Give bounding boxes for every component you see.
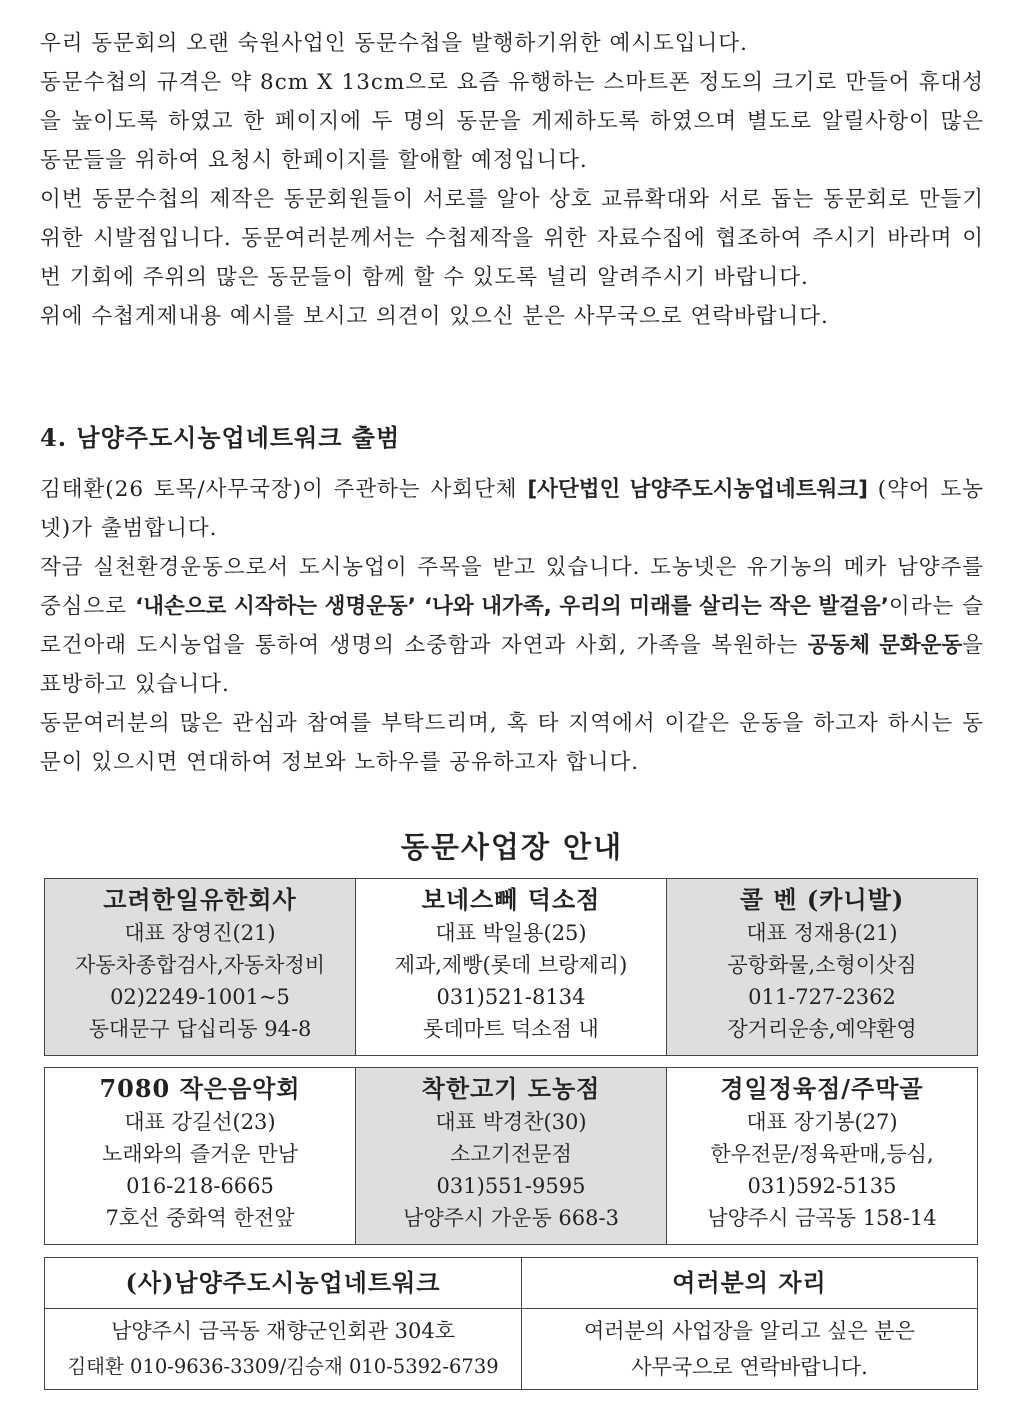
business-desc: 노래와의 즐거운 만남 [102,1142,298,1166]
footer-slot-line-1: 여러분의 사업장을 알리고 싶은 분은 [584,1319,915,1343]
footer-org-title: (사)남양주도시농업네트워크 [45,1258,522,1309]
p2-text-c: 을 표방하고 있습니다. [40,633,985,697]
slogan-2: ‘나와 내가족, 우리의 미래를 살리는 작은 발걸음’ [423,594,889,619]
business-address: 남양주시 가운동 668-3 [403,1206,619,1230]
intro-line: 우리 동문회의 오랜 숙원사업인 동문수첩을 발행하기위한 예시도입니다. [40,31,748,56]
intro-line: 동문수첩의 규격은 약 8cm X 13cm으로 요즘 유행하는 스마트폰 정도의 크기로 만들어 휴대성을 높이도록 하였고 한 페이지에 두 명의 동문을 게제하도록 하였으며 별도로 알릴사항이 많은 동문들을 위하여 요청시 한페이지를 할애할 예정입니다. [40,70,984,173]
business-phone: 031)592-5135 [747,1174,897,1198]
business-desc: 한우전문/정육판매,등심, [710,1142,934,1166]
business-desc: 소고기전문점 [450,1142,572,1166]
business-phone: 016-218-6665 [126,1174,274,1198]
p1-text-a: 김태환(26 토목/사무국장)이 주관하는 사회단체 [40,477,528,502]
business-row-2 [44,1067,978,1245]
business-card [45,879,356,1056]
business-rep: 대표 장영진(21) [124,921,276,945]
business-card [356,1068,667,1245]
business-address: 동대문구 답십리동 94-8 [88,1017,312,1041]
section4-paragraph-1 [40,470,984,548]
business-card [667,1068,978,1245]
business-phone: 011-727-2362 [748,985,896,1009]
business-rep: 대표 강길선(23) [124,1110,276,1134]
p1-text-b: (약어 도농넷)가 출범합니다. [40,477,984,541]
business-address: 남양주시 금곡동 158-14 [707,1206,937,1230]
p2-text-b: 이라는 슬로건아래 도시농업을 통하여 생명의 소중함과 자연과 사회, 가족을 복원하는 [40,594,984,658]
business-desc: 자동차종합검사,자동차정비 [74,953,326,977]
business-name: 고려한일유한회사 [103,885,297,914]
section-heading: 4. 남양주도시농업네트워크 출범 [40,423,401,452]
business-row-1 [44,878,978,1056]
footer-org-phones: 김태환 010-9636-3309/김승재 010-5392-6739 [67,1355,499,1378]
business-rep: 대표 정재용(21) [746,921,898,945]
section4-paragraph-3: 동문여러분의 많은 관심과 참여를 부탁드리며, 혹 타 지역에서 이같은 운동을 하고자 하시는 동문이 있으시면 연대하여 정보와 노하우를 공유하고자 합니다. [40,711,984,775]
business-name: 콜 벤 (카니발) [739,885,905,914]
p2-text-a: 작금 실천환경운동으로서 도시농업이 주목을 받고 있습니다. 도농넷은 유기농의 메카 남양주를 중심으로 [40,555,984,619]
business-phone: 02)2249-1001~5 [110,985,290,1009]
section4-paragraph-2 [40,548,984,704]
movement-name: 공동체 문화운동 [807,633,963,658]
footer-slot-line-2: 사무국으로 연락바랍니다. [631,1355,868,1379]
business-card [667,879,978,1056]
intro-line: 이번 동문수첩의 제작은 동문회원들이 서로를 알아 상호 교류확대와 서로 돕는 동문회로 만들기 위한 시발점입니다. 동문여러분께서는 수첩제작을 위한 자료수집에 협조하여 주시기 바라며 이번 기회에 주위의 많은 동문들이 함께 할 수 있도록 널리 알려주시기 바랍니다. [40,187,984,290]
business-desc: 공항화물,소형이삿짐 [727,953,917,977]
business-desc: 제과,제빵(롯데 브랑제리) [394,953,628,977]
footer-box [44,1257,978,1390]
business-address: 장거리운송,예약환영 [727,1017,917,1041]
business-card [45,1068,356,1245]
intro-text [40,24,984,336]
footer-org-contact [45,1309,522,1390]
business-name: 7080 작은음악회 [99,1074,301,1103]
business-name: 착한고기 도농점 [421,1074,601,1103]
business-name: 경일정육점/주막골 [720,1074,924,1103]
business-address: 롯데마트 덕소점 내 [423,1017,599,1041]
business-address: 7호선 중화역 한전앞 [105,1206,295,1230]
business-phone: 031)551-9595 [436,1174,586,1198]
organization-name: [사단법인 남양주도시농업네트워크] [527,477,868,502]
business-rep: 대표 장기봉(27) [746,1110,898,1134]
business-name: 보네스뻬 덕소점 [421,885,601,914]
slogan-1: ‘내손으로 시작하는 생명운동’ [135,594,416,619]
footer-slot-text [522,1309,978,1390]
intro-line: 위에 수첩게제내용 예시를 보시고 의견이 있으신 분은 사무국으로 연락바랍니다. [40,304,829,329]
section4-text [40,470,984,782]
footer-slot-title: 여러분의 자리 [522,1258,978,1309]
business-phone: 031)521-8134 [436,985,586,1009]
business-rep: 대표 박일용(25) [435,921,587,945]
business-card [356,879,667,1056]
footer-org-address: 남양주시 금곡동 재향군인회관 304호 [110,1319,456,1343]
business-rep: 대표 박경찬(30) [435,1110,587,1134]
directory-title: 동문사업장 안내 [400,830,624,864]
